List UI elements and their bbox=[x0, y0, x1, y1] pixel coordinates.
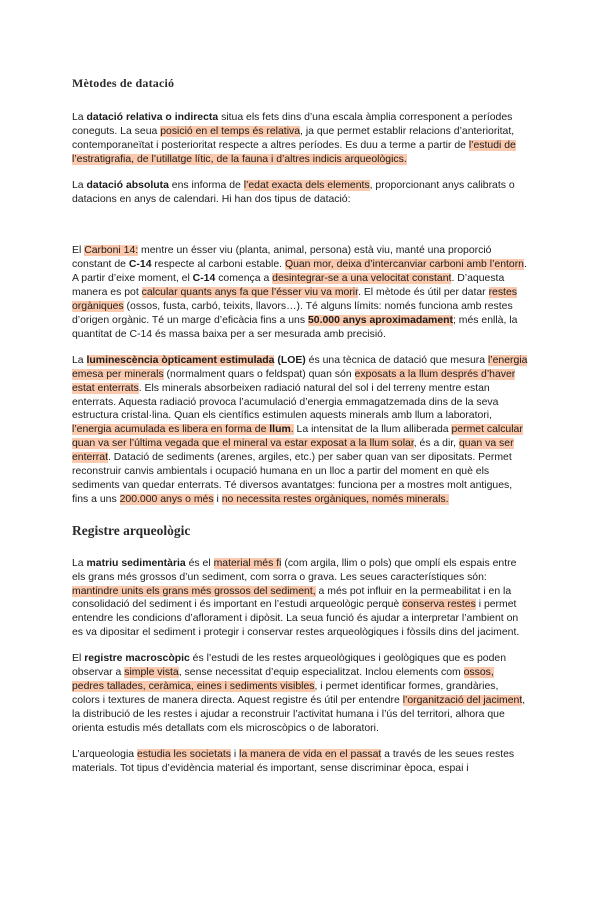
text-run: ens informa de bbox=[168, 179, 244, 191]
highlighted-text-run: l’estudi de l’estratigrafia, de l’utillatge lític, de la fauna i d’altres indicis arqueològics. bbox=[72, 139, 516, 165]
text-run: , ja que permet establir relacions d’anterioritat, contemporaneïtat i posterioritat respecte a altres períodes. Es duu a terme a partir de bbox=[72, 125, 515, 151]
highlighted-text-run: l’edat exacta dels elements bbox=[243, 179, 370, 191]
highlighted-text-run: estudia les societats bbox=[137, 748, 231, 760]
bold-text-run: registre macroscòpic bbox=[84, 653, 190, 665]
highlighted-text-run: quan va ser enterrat bbox=[72, 438, 514, 464]
highlighted-text-run: 200.000 anys o més bbox=[119, 493, 214, 505]
highlighted-text-run: simple vista bbox=[124, 667, 179, 679]
text-run: La intensitat de la llum alliberada bbox=[293, 424, 452, 436]
text-run: La bbox=[72, 112, 87, 123]
text-run: . El mètode és útil per datar bbox=[358, 287, 489, 299]
section-title-metodes: Mètodes de datació bbox=[72, 76, 175, 90]
text-run: a través de les seues restes materials. Tot tipus d’evidència material és important, sense discriminar època, espai i bbox=[72, 748, 515, 774]
bold-text-run: C-14 bbox=[128, 259, 152, 271]
highlighted-text-run: l’organització del jaciment bbox=[402, 694, 523, 706]
highlighted-bold-text-run: 50.000 anys aproximadament bbox=[307, 314, 453, 326]
highlighted-bold-text-run: luminescència òpticament estimulada bbox=[86, 354, 275, 366]
text-run: és el bbox=[185, 557, 214, 569]
text-run: respecte al carboni estable. bbox=[151, 259, 285, 271]
text-run: (normalment quars o feldspat) quan són bbox=[163, 368, 355, 380]
highlighted-text-run: l’energia emesa per minerals bbox=[72, 354, 528, 380]
text-run: (com argila, llim o pols) que omplí els espais entre els grans més grossos d’un sediment, com sorra o grava. Les seues característiques són: bbox=[72, 557, 517, 583]
paragraph-datacio-absoluta bbox=[72, 179, 528, 207]
highlighted-text-run: . bbox=[290, 424, 294, 436]
bold-text-run: datació relativa o indirecta bbox=[86, 112, 219, 123]
text-run: i permet entendre les condicions d’aflorament i dipòsit. La seua funció és ajudar a interpretar l’ambient on es va dipositar el sediment i protegir i conservar restes arqueològiques i fòssils dins del jaciment. bbox=[72, 599, 520, 639]
text-run: La bbox=[72, 179, 87, 191]
highlighted-text-run: exposats a la llum després d’haver estat enterrats bbox=[72, 368, 516, 394]
text-run: , i permet identificar formes, grandàries, colors i textures de manera directa. Aquest registre és útil per entendre bbox=[72, 681, 499, 706]
text-run: mentre un ésser viu (planta, animal, persona) està viu, manté una proporció constant de bbox=[72, 245, 492, 271]
highlighted-text-run: mantindre units els grans més grossos del sediment, bbox=[72, 585, 316, 597]
paragraph-luminescencia bbox=[72, 354, 528, 507]
paragraph-registre-macroscopic bbox=[72, 652, 528, 735]
bold-text-run: C-14 bbox=[192, 273, 216, 285]
highlighted-text-run: ossos, pedres tallades, ceràmica, eines i sediments visibles bbox=[72, 667, 494, 692]
highlighted-text-run: material més fi bbox=[213, 557, 282, 569]
highlighted-text-run: restes orgàniques bbox=[72, 287, 517, 313]
text-run: . A partir d’eixe moment, el bbox=[72, 259, 527, 285]
paragraph-arqueologia bbox=[72, 748, 528, 776]
highlighted-text-run: posició en el temps és relativa bbox=[160, 125, 301, 137]
text-run: . D’aquesta manera es pot bbox=[72, 273, 505, 299]
paragraph-datacio-relativa bbox=[72, 111, 528, 167]
highlighted-text-run: la manera de vida en el passat bbox=[239, 748, 382, 760]
highlighted-text-run: desintegrar-se a una velocitat constant bbox=[272, 273, 452, 285]
highlighted-text-run: l’energia acumulada es libera en forma de bbox=[72, 424, 270, 436]
paragraph-carboni-14 bbox=[72, 244, 528, 341]
text-run: ; més enllà, la quantitat de C-14 és massa baixa per a ser mesurada amb precisió. bbox=[72, 314, 518, 340]
document-page bbox=[0, 76, 600, 924]
bold-text-run: matriu sedimentària bbox=[86, 557, 186, 569]
bold-text-run: datació absoluta bbox=[86, 179, 169, 191]
section-title-registre: Registre arqueològic bbox=[72, 522, 191, 538]
highlighted-bold-text-run: llum bbox=[269, 424, 291, 436]
text-run: El bbox=[72, 653, 85, 665]
bold-text-run: (LOE) bbox=[277, 354, 306, 366]
highlighted-text-run: permet calcular quan va ser l’última vegada que el mineral va estar exposat a la llum solar bbox=[72, 424, 523, 450]
text-run: , sense necessitat d’equip especialitzat. Inclou elements com bbox=[178, 667, 464, 679]
highlighted-text-run: no necessita restes orgàniques, només minerals. bbox=[221, 493, 449, 505]
text-run: . Datació de sediments (arenes, argiles, etc.) per saber quan van ser dipositats. Permet reconstruir canvis ambientals i ocupació humana en un lloc a partir del moment en què els sediments van quedar enterrats. Té diversos avantatges: funciona per a mostres molt antigues, fins a uns bbox=[72, 452, 513, 505]
paragraph-matriu-sedimentaria bbox=[72, 557, 528, 640]
text-run: La bbox=[72, 354, 87, 366]
text-run: i bbox=[213, 493, 222, 505]
text-run: a més pot influir en la permeabilitat i en la consolidació del sediment i és important en l’estudi arqueològic perquè bbox=[72, 585, 512, 611]
text-run: és l’estudi de les restes arqueològiques i geològiques que es poden observar a bbox=[72, 653, 507, 679]
text-run: situa els fets dins d’una escala àmplia corresponent a períodes coneguts. La seua bbox=[72, 112, 513, 137]
text-run: , és a dir, bbox=[413, 438, 459, 450]
text-run: és una tècnica de datació que mesura bbox=[305, 354, 488, 366]
text-run: i bbox=[231, 748, 240, 760]
highlighted-text-run: Quan mor, deixa d’intercanviar carboni amb l’entorn bbox=[284, 259, 524, 271]
highlighted-text-run: Carboni 14: bbox=[84, 245, 139, 257]
page-content bbox=[0, 76, 600, 775]
text-run: L’arqueologia bbox=[72, 748, 137, 760]
highlighted-text-run: calcular quants anys fa que l’ésser viu va morir bbox=[141, 287, 359, 299]
text-run: La bbox=[72, 557, 87, 569]
highlighted-text-run: conserva restes bbox=[402, 599, 476, 611]
text-run: , la distribució de les restes i ajudar a reconstruir l’activitat humana i l’ús del territori, alhora que orienta estudis més detallats com els microscòpics o de laboratori. bbox=[72, 694, 526, 734]
text-run: El bbox=[72, 245, 85, 257]
text-run: comença a bbox=[215, 273, 273, 285]
text-run: . Els minerals absorbeixen radiació natural del sol i del terreny mentre estan enterrats. Aquesta radiació provoca l’acumulació d’energia emmagatzemada dins de la seva estructura cristal·lina. Quan els científics estimulen aquests minerals amb llum a laboratori, bbox=[72, 382, 499, 422]
text-run: , proporcionant anys calibrats o datacions en anys de calendari. Hi han dos tipus de datació: bbox=[72, 179, 515, 205]
text-run: (ossos, fusta, carbó, teixits, llavors…). Té alguns límits: només funciona amb restes d’origen orgànic. Té un marge d’eficàcia fins a uns bbox=[72, 301, 513, 326]
